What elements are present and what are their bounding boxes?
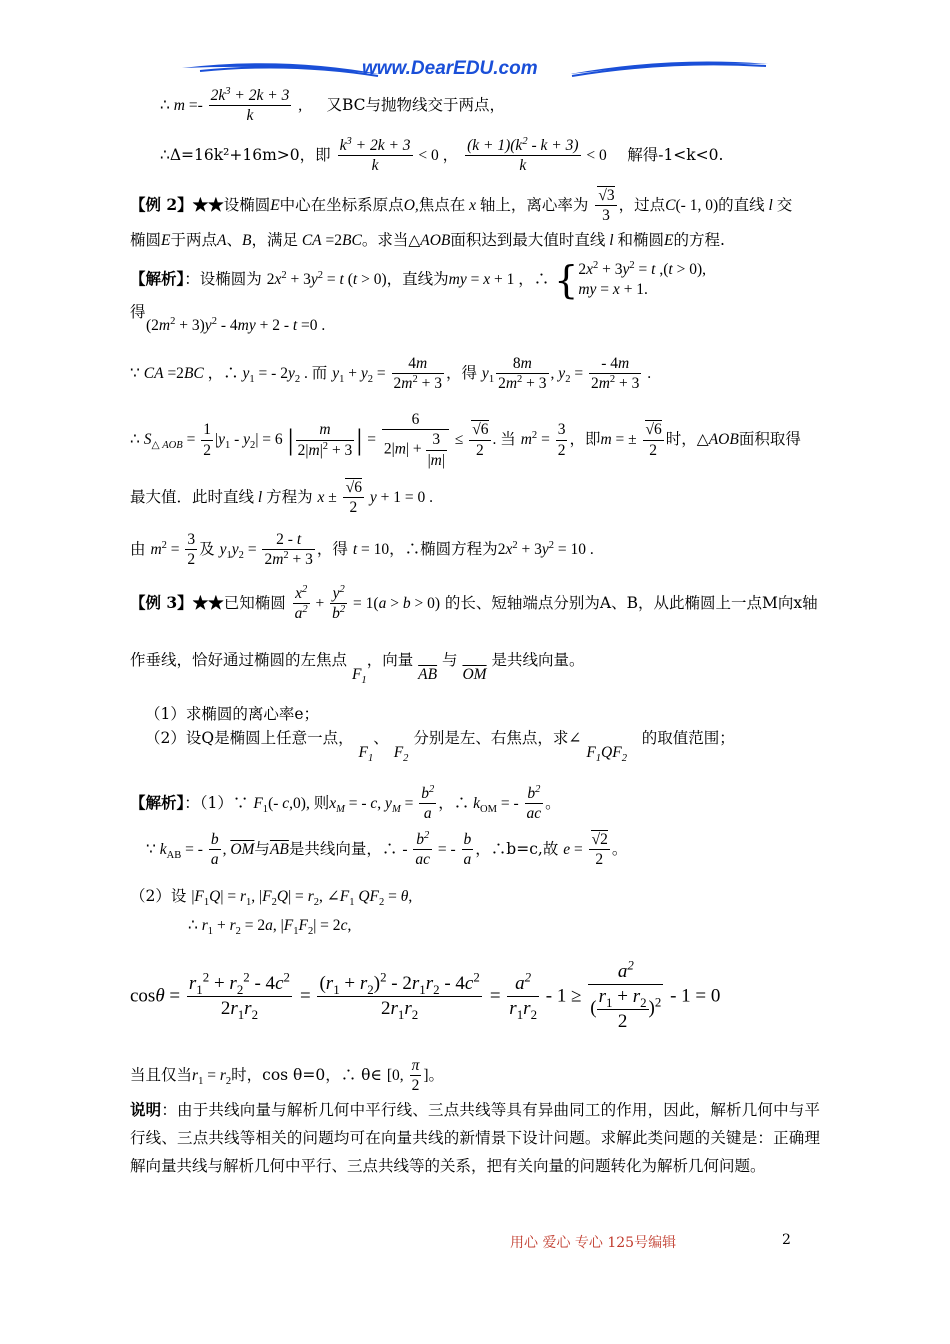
solution-2-tag: 【解析】 (130, 269, 185, 288)
solution-2-area: ∴ $S_{\triangle AOB}$ = $\frac{1}{2}$ $|y_1 - y_2| = 6$ | $\frac{m}{2|m|^2 + 3}$ | = 6 2|m| + $\frac{3}{|m|}$ ≤ $\frac{√6}{2}$ . 当 $m^2$ = $\frac{3}{2}$ ，即m = ± $\frac{√6}{2}$ 时，△AOB面积取得 (130, 411, 801, 469)
sol3-t-gong: 是共线向量，∴ (288, 839, 398, 858)
sol2-t6: 当 (500, 430, 516, 449)
solution-2-line6: 由 $m^2$ = $\frac{3}{2}$ 及 $y_1y_2$ = $\frac{2 - t}{2m^2 + 3}$ ，得 t = 10，∴椭圆方程为$2x^2 + 3y^2 = 10$ . (130, 531, 594, 569)
solution-3-cos-equation: cosθ = $\frac{r_1^2 + r_2^2 - 4c^2}{2r_1r_2}$ = $\frac{(r_1 + r_2)^2 - 2r_1r_2 - 4c^2}{2r_1r_2}$ = $\frac{a^2}{r_1r_2}$ - 1 ≥ $a^2$ ( $\frac{r_1 + r_2}{2}$ )$^2$ - 1 = 0 (130, 957, 721, 1032)
solution-3-tag: 【解析】 (130, 792, 185, 812)
sol3-t-bc: ，∴b=c,故 (475, 839, 559, 858)
note-paragraph (130, 1096, 820, 1180)
ex3-t6: 是共线向量。 (491, 651, 585, 669)
ex3-q1-text: （1）求椭圆的离心率e； (145, 705, 320, 723)
ex3-t2: 的长、短轴端点分别为A、B，从此椭圆上一点M向x轴 (444, 593, 818, 612)
example-3-line2: 作垂线，恰好通过椭圆的左焦点 $F_1$，向量 $\overline{AB}$ 与 $\overline{OM}$ 是共线向量。 (130, 651, 585, 687)
ex2-text-e: ，过点 (618, 195, 666, 214)
ex2-line2-g: 的方程. (673, 231, 725, 249)
note-text: ：由于共线向量与解析几何中平行线、三点共线等具有异曲同工的作用，因此，解析几何中与平行线、三点共线等相关的问题均可在向量共线的新情景下设计问题。求解此类问题的关键是：正确理解向量共线与解析几何中平行、三点共线等的关系，把有关向量的问题转化为解析几何问题。 (130, 1101, 820, 1175)
sol2-t3: 得 (130, 303, 146, 321)
sol2-t12: 由 (130, 539, 146, 558)
ex3-q2a: （2）设Q是椭圆上任意一点， (145, 729, 354, 747)
cos-label: cos (130, 985, 156, 1007)
line1-tail-text: 又BC与抛物线交于两点， (326, 95, 505, 114)
ex2-line2-a: 椭圆 (130, 231, 162, 249)
note-label: 说明 (130, 1100, 162, 1119)
example-2-line2: 椭圆E于两点A、B，满足 CA =2BC。求当△AOB面积达到最大值时直线 l 和椭圆E的方程. (130, 231, 725, 249)
example-2-tag: 【例 2】★★ (130, 194, 224, 214)
ex2-text-a: 设椭圆 (223, 195, 271, 214)
sol3-eq-tail: 当且仅当 (130, 1065, 193, 1084)
sol2-t11: 方程为 (266, 487, 313, 506)
solution-2-line2 (130, 300, 146, 322)
solution-3-conclusion: 当且仅当$r_1 = r_2$时，cos θ=0，∴ θ∈ [0, $\frac{\pi}{2}$ ]。 (130, 1057, 445, 1095)
sol2-t13: 及 (199, 539, 215, 558)
ex2-line2-c: ，满足 (251, 231, 298, 249)
ex2-line2-b: 于两点 (170, 231, 217, 249)
header-site-text: www.DearEDU.com (362, 58, 538, 79)
ex3-t3: 作垂线，恰好通过椭圆的左焦点 (130, 651, 348, 669)
solution-3-line4: ∴ $r_1 + r_2 = 2a$, $|F_1F_2| = 2c$, (188, 917, 352, 938)
sol2-t7: ，即 (569, 430, 601, 449)
line-delta-condition: ∴Δ=16k²+16m>0，即 $\frac{k^3 + 2k + 3}{k}$ < 0 ， $\frac{(k + 1)(k^2 - k + 3)}{k}$ < 0 解得-1<k<0. (160, 135, 724, 175)
ex2-text-f: 的直线 (718, 195, 765, 214)
example-3-tag: 【例 3】★★ (130, 592, 224, 612)
line2-tail-text: 解得-1<k<0. (627, 145, 724, 164)
sol2-t15: ，∴椭圆方程为 (389, 539, 498, 558)
sol3-p1: ：（1）∵ (184, 793, 249, 812)
example-2-line1: 【例 2】★★设椭圆E中心在坐标系原点O,焦点在 x 轴上，离心率为 $\frac{√3}{3}$ ，过点C(- 1, 0)的直线 l 交 (130, 187, 793, 225)
sol2-t1: ：设椭圆为 (184, 270, 262, 288)
sol3-eq-tail2: 时，cos θ=0，∴ θ∈ (231, 1065, 382, 1084)
sol2-t4: 而 (311, 363, 328, 382)
solution-2-quadratic: $(2m^2 + 3)y^2 - 4my + 2 - t =0$ . (146, 315, 326, 334)
sol2-t2: ，直线为 (386, 270, 449, 288)
line-m-formula: ∴ m =- $\frac{2k^3 + 2k + 3}{k}$ , 又BC与抛物线交于两点， (160, 85, 505, 125)
ex3-t4: ，向量 (366, 651, 414, 669)
solution-3-line2: ∵ $k_{AB}$ = - $\frac{b}{a}$ , $\overline{OM}$与$\overline{AB}$是共线向量，∴ - $\frac{b^2}{ac}$ = - $\frac{b}{a}$ ，∴b=c,故 e = $\frac{√2}{2}$ 。 (146, 829, 628, 869)
header-swoosh-left-icon (180, 54, 380, 84)
ex2-line2-f: 和椭圆 (617, 231, 664, 249)
ex2-line2-d: 。求当△ (361, 231, 421, 249)
sol2-t9: 面积取得 (738, 430, 801, 449)
solution-2-line1: 【解析】：设椭圆为 $2x^2 + 3y^2 = t$ (t > 0)，直线为my = x + 1 ，∴ {$2x^2 + 3y^2 = t$ ,(t > 0), my = x + 1. (130, 258, 706, 302)
ex2-text-b: 中心在坐标系原点 (279, 195, 404, 214)
ex3-q2c: 分别是左、右焦点，求∠ (413, 729, 582, 747)
solution-3-line3: （2）设 $|F_1Q| = r_1$, $|F_2Q| = r_2$, $\angle F_1$ $QF_2 = \theta$, (130, 887, 413, 909)
ex2-text-d: 轴上，离心率为 (479, 195, 589, 214)
ex2-line2-e: 面积达到最大值时直线 (450, 231, 606, 249)
example-3-q1 (145, 702, 319, 724)
sol3-end: 。 (428, 1065, 445, 1084)
ex3-q2d: 的取值范围； (641, 729, 735, 747)
ex3-t5: 与 (442, 651, 458, 669)
sol2-t14: ，得 (316, 539, 348, 558)
solution-3-line1: 【解析】：（1）∵ $F_1(-$ c,0), 则$x_M$ = - c, $y_M$ = $\frac{b^2}{a}$ ，∴ $k_{OM}$ = - $\frac{b^2}{ac}$ 。 (130, 783, 561, 823)
sol2-t5: ，得 (445, 363, 477, 382)
ex2-text-c: 焦点在 (418, 195, 466, 214)
footer-slogan: 用心 爱心 专心 125号编辑 (510, 1235, 677, 1251)
example-3-q2: （2）设Q是椭圆上任意一点， $F_1$、 $F_2$ 分别是左、右焦点，求∠ $F_1QF_2$ 的取值范围； (145, 729, 735, 765)
footer-page-number: 2 (782, 1232, 791, 1248)
header-swoosh-right-icon (570, 54, 770, 84)
sol2-t10: 最大值．此时直线 (130, 487, 255, 506)
solution-2-line3: ∵ CA =2BC ，∴ $y_1$ = - $2y_2$ . 而 $y_1 + y_2$ = $\frac{4m}{2m^2 + 3}$ ，得 $y_1$ $\frac{8m}{2m^2 + 3}$ , $y_2$ = $\frac{- 4m}{2m^2 + 3}$ . (130, 355, 652, 393)
solution-2-line5: 最大值．此时直线 l 方程为 x ± $\frac{√6}{2}$ y + 1 = 0 . (130, 479, 433, 517)
ex3-q2b: 、 (373, 729, 389, 747)
sol3-p2: （2）设 (130, 887, 187, 905)
example-3-line1: 【例 3】★★已知椭圆 $\frac{x^2}{a^2}$ + $\frac{y^2}{b^2}$ = 1(a > b > 0) 的长、短轴端点分别为A、B，从此椭圆上一点M向x轴 (130, 583, 818, 623)
delta-text: ∴Δ=16k²+16m>0，即 (160, 145, 331, 164)
sol2-t8: 时，△ (665, 430, 709, 449)
header-logo (180, 54, 770, 84)
ex2-text-g: 交 (776, 195, 793, 214)
ex3-t1: 已知椭圆 (223, 593, 286, 612)
